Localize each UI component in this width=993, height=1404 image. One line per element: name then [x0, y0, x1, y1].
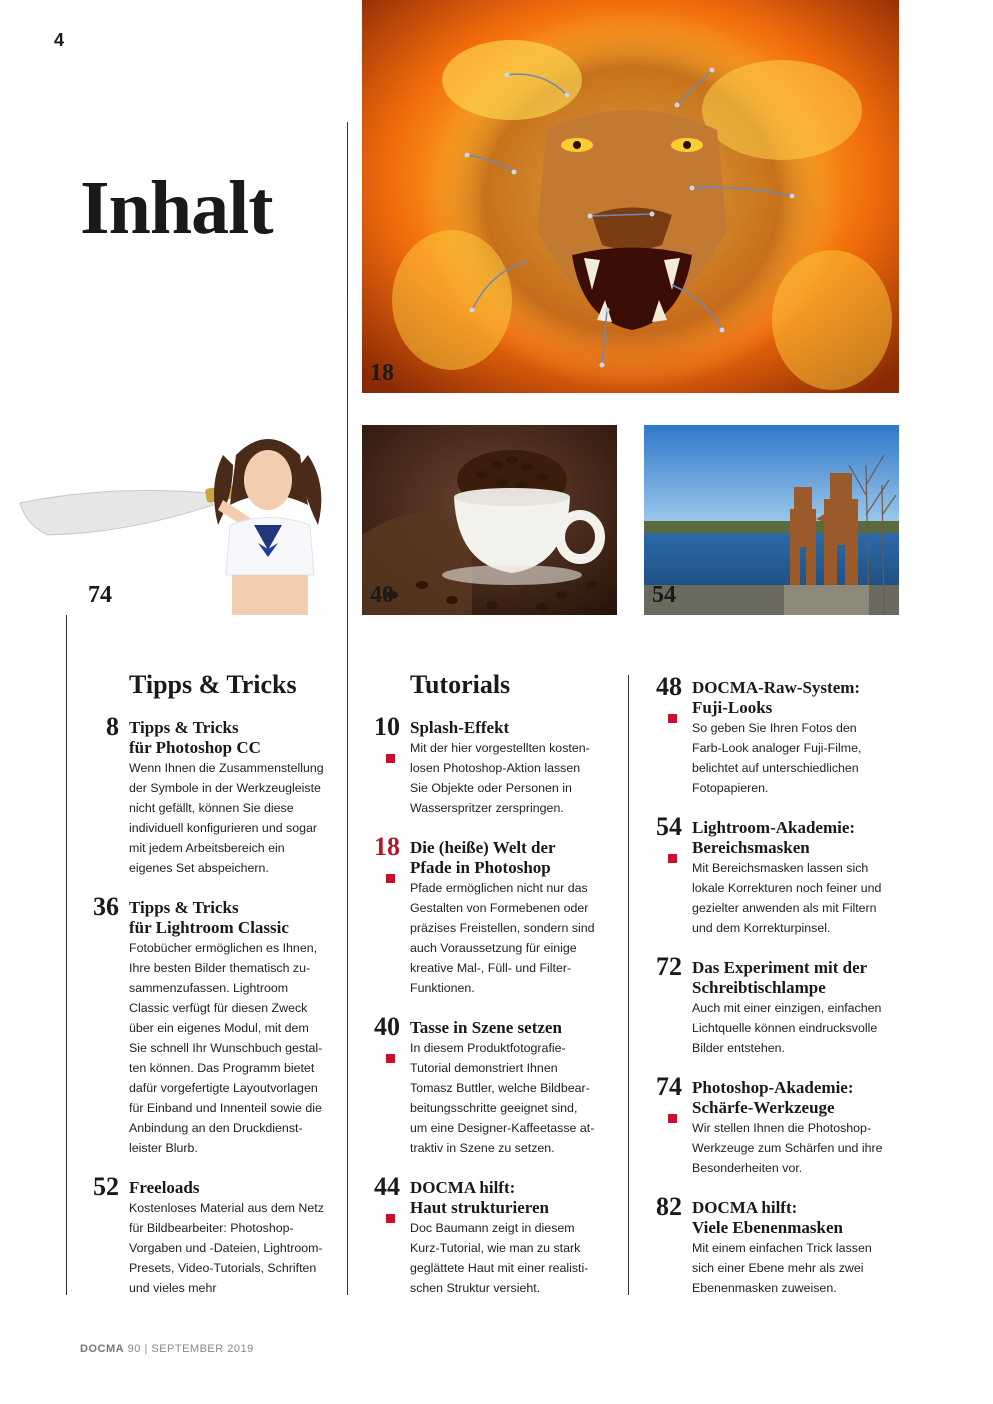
- entry-title: DOCMA hilft: Haut strukturieren: [410, 1178, 549, 1217]
- entry-page-number: 74: [656, 1072, 682, 1101]
- entry-description: Mit der hier vorgestellten kosten- losen Photoshop-Aktion lassen Sie Objekte oder Personen in Wasserspritzer zerspringen.: [410, 741, 590, 815]
- entry-title: DOCMA-Raw-System: Fuji-Looks: [692, 678, 861, 717]
- red-marker-icon: [668, 854, 677, 863]
- entry-title: Splash-Effekt: [410, 718, 510, 737]
- toc-entry[interactable]: [634, 672, 894, 798]
- footer-date: SEPTEMBER 2019: [151, 1343, 254, 1355]
- lion-photo-number: 18: [370, 360, 394, 386]
- entry-title: Tipps & Tricks für Lightroom Classic: [129, 898, 289, 937]
- entry-title: Freeloads: [129, 1178, 200, 1197]
- entry-title: DOCMA hilft: Viele Ebenenmasken: [692, 1198, 843, 1237]
- entry-title: Das Experiment mit der Schreibtischlampe: [692, 958, 868, 997]
- entry-description: In diesem Produktfotografie- Tutorial demonstriert Ihnen Tomasz Buttler, welche Bildbear- beitungsschritte geeignet sind, um eine Designer-Kaffeetasse at- traktiv in Szene zu setzen.: [410, 1041, 595, 1155]
- divider-right: [628, 675, 629, 1295]
- toc-entry[interactable]: [352, 1172, 612, 1298]
- entry-page-number: 52: [93, 1172, 119, 1201]
- lion-photo: [362, 0, 899, 393]
- entry-page-number: 40: [374, 1012, 400, 1041]
- entry-description: Doc Baumann zeigt in diesem Kurz-Tutorial, wie man zu stark geglättete Haut mit einer realisti- schen Struktur versieht.: [410, 1221, 589, 1295]
- entry-description: Fotobücher ermöglichen es Ihnen, Ihre besten Bilder thematisch zu- sammenzufassen. Lightroom Classic verfügt für diesen Zweck über ein eigenes Modul, mit dem Sie schnell Ihr Wunschbuch gestal- ten können. Das Programm bietet dafür vorgefertigte Layoutvorlagen für Einband und Innenteil sowie die Anbindung an den Druckdienst- leister Blurb.: [129, 941, 323, 1155]
- footer-separator: |: [144, 1343, 148, 1355]
- toc-entry[interactable]: [352, 1012, 612, 1158]
- toc-entry[interactable]: [71, 1172, 331, 1298]
- sword-girl-photo: [18, 425, 336, 615]
- footer-issue: 90: [127, 1343, 141, 1355]
- toc-entry[interactable]: [634, 1072, 894, 1178]
- entry-description: Auch mit einer einzigen, einfachen Lichtquelle können eindrucksvolle Bilder entstehen.: [692, 1001, 882, 1055]
- red-marker-icon: [386, 1214, 395, 1223]
- toc-entry[interactable]: [71, 712, 331, 878]
- toc-entry[interactable]: [352, 832, 612, 998]
- toc-entry[interactable]: [634, 812, 894, 938]
- red-marker-icon: [386, 874, 395, 883]
- coffee-cup-photo-number: 40: [370, 582, 394, 608]
- entry-page-number: 18: [374, 832, 400, 861]
- entry-page-number: 10: [374, 712, 400, 741]
- toc-entry[interactable]: [634, 1192, 894, 1298]
- entry-description: Mit einem einfachen Trick lassen sich einer Ebene mehr als zwei Ebenenmasken zuweisen.: [692, 1241, 872, 1295]
- red-marker-icon: [668, 1114, 677, 1123]
- toc-entry[interactable]: [352, 712, 612, 818]
- entry-title: Photoshop-Akademie: Schärfe-Werkzeuge: [692, 1078, 854, 1117]
- page-footer: [80, 1343, 254, 1355]
- red-marker-icon: [386, 1054, 395, 1063]
- sculpture-photo: [644, 425, 899, 615]
- entry-description: Mit Bereichsmasken lassen sich lokale Korrekturen noch feiner und gezielter anwenden als mit Filtern und dem Korrekturpinsel.: [692, 861, 882, 935]
- entry-description: Wir stellen Ihnen die Photoshop- Werkzeuge zum Schärfen und ihre Besonderheiten vor.: [692, 1121, 883, 1175]
- entry-description: Kostenloses Material aus dem Netz für Bildbearbeiter: Photoshop- Vorgaben und -Dateien, Lightroom- Presets, Video-Tutorials, Schriften und vieles mehr: [129, 1201, 324, 1295]
- entry-description: Pfade ermöglichen nicht nur das Gestalten von Formebenen oder präzises Freistellen, sondern sind auch Voraussetzung für einige kreative Mal-, Füll- und Filter- Funktionen.: [410, 881, 595, 995]
- entry-page-number: 44: [374, 1172, 400, 1201]
- entry-title: Tasse in Szene setzen: [410, 1018, 562, 1037]
- divider-middle: [347, 122, 348, 1295]
- red-marker-icon: [668, 714, 677, 723]
- sword-girl-photo-number: 74: [88, 582, 112, 608]
- footer-brand: DOCMA: [80, 1343, 125, 1355]
- toc-entry[interactable]: [634, 952, 894, 1058]
- page-number: 4: [54, 30, 65, 50]
- section-heading-tutorials: Tutorials: [410, 670, 511, 699]
- page-title: Inhalt: [80, 166, 273, 250]
- entry-title: Lightroom-Akademie: Bereichsmasken: [692, 818, 856, 857]
- entry-page-number: 72: [656, 952, 682, 981]
- entry-title: Die (heiße) Welt der Pfade in Photoshop: [410, 838, 556, 877]
- toc-entry[interactable]: [71, 892, 331, 1158]
- entry-description: So geben Sie Ihren Fotos den Farb-Look analoger Fuji-Filme, belichtet auf unterschiedlichen Fotopapieren.: [692, 721, 862, 795]
- entry-page-number: 82: [656, 1192, 682, 1221]
- section-heading-tips: Tipps & Tricks: [129, 670, 297, 699]
- sculpture-photo-number: 54: [652, 582, 676, 608]
- entry-page-number: 36: [93, 892, 119, 921]
- entry-title: Tipps & Tricks für Photoshop CC: [129, 718, 261, 757]
- red-marker-icon: [386, 754, 395, 763]
- entry-page-number: 48: [656, 672, 682, 701]
- entry-page-number: 8: [106, 712, 119, 741]
- entry-description: Wenn Ihnen die Zusammenstellung der Symbole in der Werkzeugleiste nicht gefällt, können Sie diese individuell konfigurieren und sogar mit jedem Arbeitsbereich ein eigenes Set abspeichern.: [129, 761, 324, 875]
- entry-page-number: 54: [656, 812, 682, 841]
- coffee-cup-photo: [362, 425, 617, 615]
